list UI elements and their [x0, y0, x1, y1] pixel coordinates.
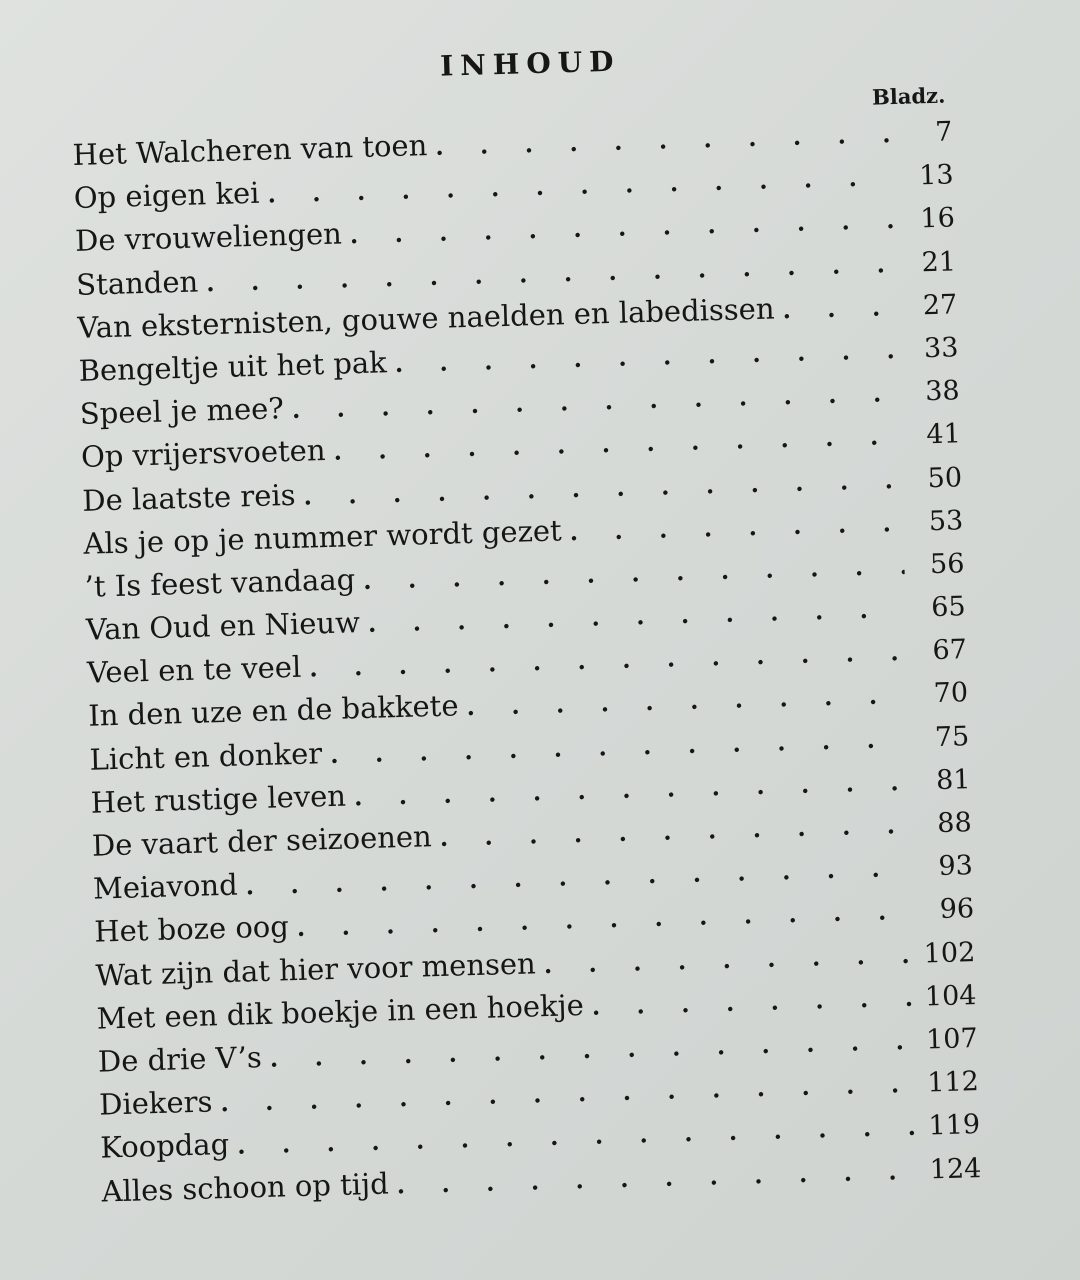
toc-entry-page-number: 56 — [929, 548, 965, 581]
toc-entry-page-number: 65 — [930, 591, 967, 624]
toc-entry-page-number: 75 — [934, 720, 970, 753]
page-column-label: Bladz. — [871, 82, 946, 110]
toc-entry-title: Het boze oog — [93, 909, 290, 950]
toc-entry-title: ’t Is feest vandaag — [84, 562, 356, 604]
page-title: INHOUD — [439, 44, 621, 83]
toc-entry-page-number: 107 — [925, 1022, 979, 1056]
toc-entry-page-number: 50 — [927, 461, 963, 494]
toc-entry-page-number: 70 — [933, 677, 969, 710]
toc-entry-page-number: 93 — [938, 850, 974, 883]
toc-entry-page-number: 41 — [926, 418, 962, 451]
toc-entry-title: De vrouweliengen — [74, 216, 343, 259]
toc-entry-page-number: 124 — [929, 1152, 982, 1185]
dot-leader — [435, 119, 893, 161]
toc-entry-title: Speel je mee? — [79, 391, 285, 431]
toc-entry-page-number: 13 — [918, 159, 954, 192]
dot-leader — [782, 292, 898, 324]
toc-entry-title: Het rustige leven — [90, 778, 347, 820]
toc-entry-page-number: 21 — [921, 245, 957, 278]
toc-entry-title: Wat zijn dat hier voor mensen — [95, 945, 537, 993]
toc-entry-page-number: 53 — [928, 504, 964, 537]
toc-entry-page-number: 119 — [928, 1109, 981, 1142]
toc-entry-title: In den uze en de bakkete — [87, 688, 459, 734]
toc-entry-page-number: 16 — [919, 202, 956, 235]
toc-entry-title: Op eigen kei — [73, 175, 260, 216]
toc-entry-page-number: 112 — [926, 1066, 980, 1099]
toc-entry-title: Veel en te veel — [86, 650, 302, 691]
toc-entry-title: Standen — [75, 264, 199, 302]
toc-entry-title: Diekers — [98, 1084, 213, 1122]
toc-entry-title: Bengeltje uit het pak — [78, 345, 388, 388]
toc-entry-page-number: 67 — [932, 634, 968, 667]
toc-entry-page-number: 7 — [934, 116, 953, 148]
toc-list — [72, 113, 982, 1217]
toc-entry-title: Koopdag — [99, 1127, 230, 1165]
toc-entry-page-number: 38 — [924, 375, 961, 408]
toc-entry-page-number: 33 — [923, 332, 959, 365]
toc-entry-page-number: 96 — [939, 893, 975, 926]
toc-entry-page-number: 104 — [924, 979, 977, 1013]
toc-entry-title: Alles schoon op tijd — [101, 1166, 390, 1209]
toc-entry-title: Het Walcheren van toen — [72, 128, 428, 172]
toc-entry-title: De vaart der seizoenen — [91, 819, 433, 863]
toc-entry-title: Van Oud en Nieuw — [85, 605, 361, 647]
dot-leader — [543, 939, 915, 978]
toc-entry-page-number: 88 — [936, 807, 973, 840]
table-of-contents — [70, 35, 982, 1217]
toc-entry-title: Licht en donker — [89, 735, 323, 777]
toc-entry-page-number: 102 — [923, 936, 976, 970]
dot-leader — [466, 680, 908, 721]
toc-entry-title: Meiavond — [92, 867, 239, 906]
toc-entry-title: De drie V’s — [97, 1039, 263, 1079]
toc-entry-title: Als je op je nummer wordt gezet — [83, 513, 563, 561]
dot-leader — [591, 982, 917, 1020]
toc-entry-title: Met een dik boekje in een hoekje — [96, 987, 585, 1036]
toc-entry-title: Op vrijersvoeten — [80, 433, 326, 475]
toc-entry-title: De laatste reis — [81, 477, 296, 518]
dot-leader — [569, 508, 903, 546]
toc-entry-title: Van eksternisten, gouwe naelden en labedissen — [77, 291, 775, 345]
toc-entry-page-number: 27 — [922, 289, 958, 322]
toc-entry-page-number: 81 — [935, 763, 971, 796]
dot-leader — [439, 810, 912, 852]
